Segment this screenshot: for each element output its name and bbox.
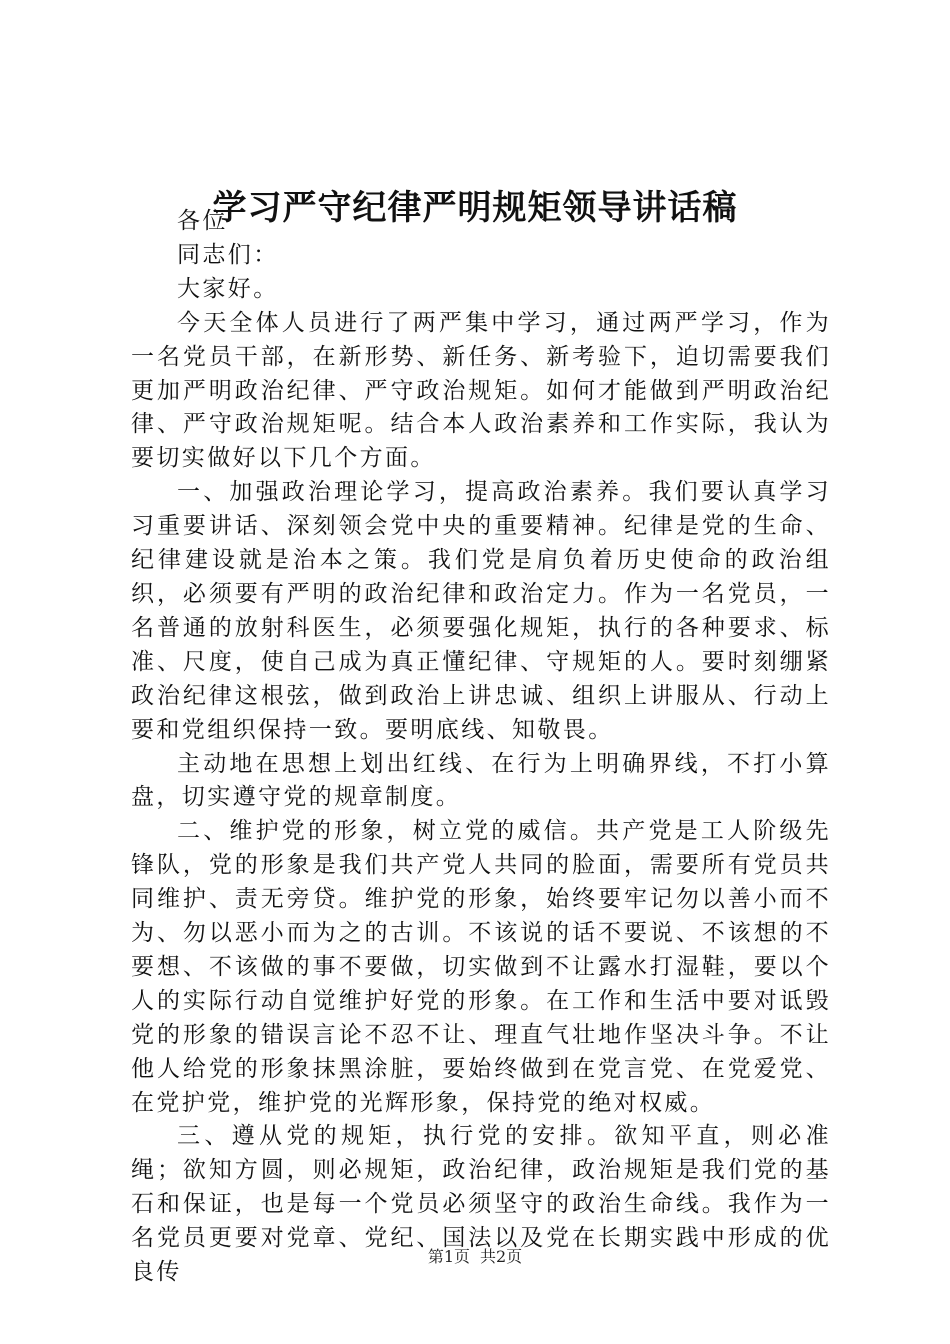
- body-paragraph: 主动地在思想上划出红线、在行为上明确界线，不打小算盘，切实遵守党的规章制度。: [131, 750, 831, 811]
- document-body: [131, 205, 831, 1290]
- page-number-current: 第1页: [427, 1247, 470, 1266]
- page-number-total: 共2页: [480, 1247, 523, 1266]
- body-paragraph: 今天全体人员进行了两严集中学习，通过两严学习，作为一名党员干部，在新形势、新任务、新考验下，迫切需要我们更加严明政治纪律、严守政治规矩。如何才能做到严明政治纪律、严守政治规矩呢。结合本人政治素养和工作实际，我认为要切实做好以下几个方面。: [131, 309, 831, 472]
- greeting-line: 各位: [177, 208, 228, 234]
- body-paragraph: 三、遵从党的规矩，执行党的安排。欲知平直，则必准绳；欲知方圆，则必规矩，政治纪律，政治规矩是我们党的基石和保证，也是每一个党员必须坚守的政治生命线。我作为一名党员更要对党章、党纪、国法以及党在长期实践中形成的优良传: [131, 1123, 831, 1286]
- page-footer: [0, 1247, 950, 1267]
- body-paragraph: 二、维护党的形象，树立党的威信。共产党是工人阶级先锋队，党的形象是我们共产党人共同的脸面，需要所有党员共同维护、责无旁贷。维护党的形象，始终要牢记勿以善小而不为、勿以恶小而为之的古训。不该说的话不要说、不该想的不要想、不该做的事不要做，切实做到不让露水打湿鞋，要以个人的实际行动自觉维护好党的形象。在工作和生活中要对诋毁党的形象的错误言论不忍不让、理直气壮地作坚决斗争。不让他人给党的形象抹黑涂脏，要始终做到在党言党、在党爱党、在党护党，维护党的光辉形象，保持党的绝对权威。: [131, 818, 831, 1116]
- greeting-line: 大家好。: [177, 275, 279, 302]
- document-title: 学习严守纪律严明规矩领导讲话稿: [212, 188, 738, 228]
- greeting-line: 同志们：: [177, 241, 279, 268]
- body-paragraph: 一、加强政治理论学习，提高政治素养。我们要认真学习习重要讲话、深刻领会党中央的重要精神。纪律是党的生命、纪律建设就是治本之策。我们党是肩负着历史使命的政治组织，必须要有严明的政治纪律和政治定力。作为一名党员，一名普通的放射科医生，必须要强化规矩，执行的各种要求、标准、尺度，使自己成为真正懂纪律、守规矩的人。要时刻绷紧政治纪律这根弦，做到政治上讲忠诚、组织上讲服从、行动上要和党组织保持一致。要明底线、知敬畏。: [131, 479, 831, 743]
